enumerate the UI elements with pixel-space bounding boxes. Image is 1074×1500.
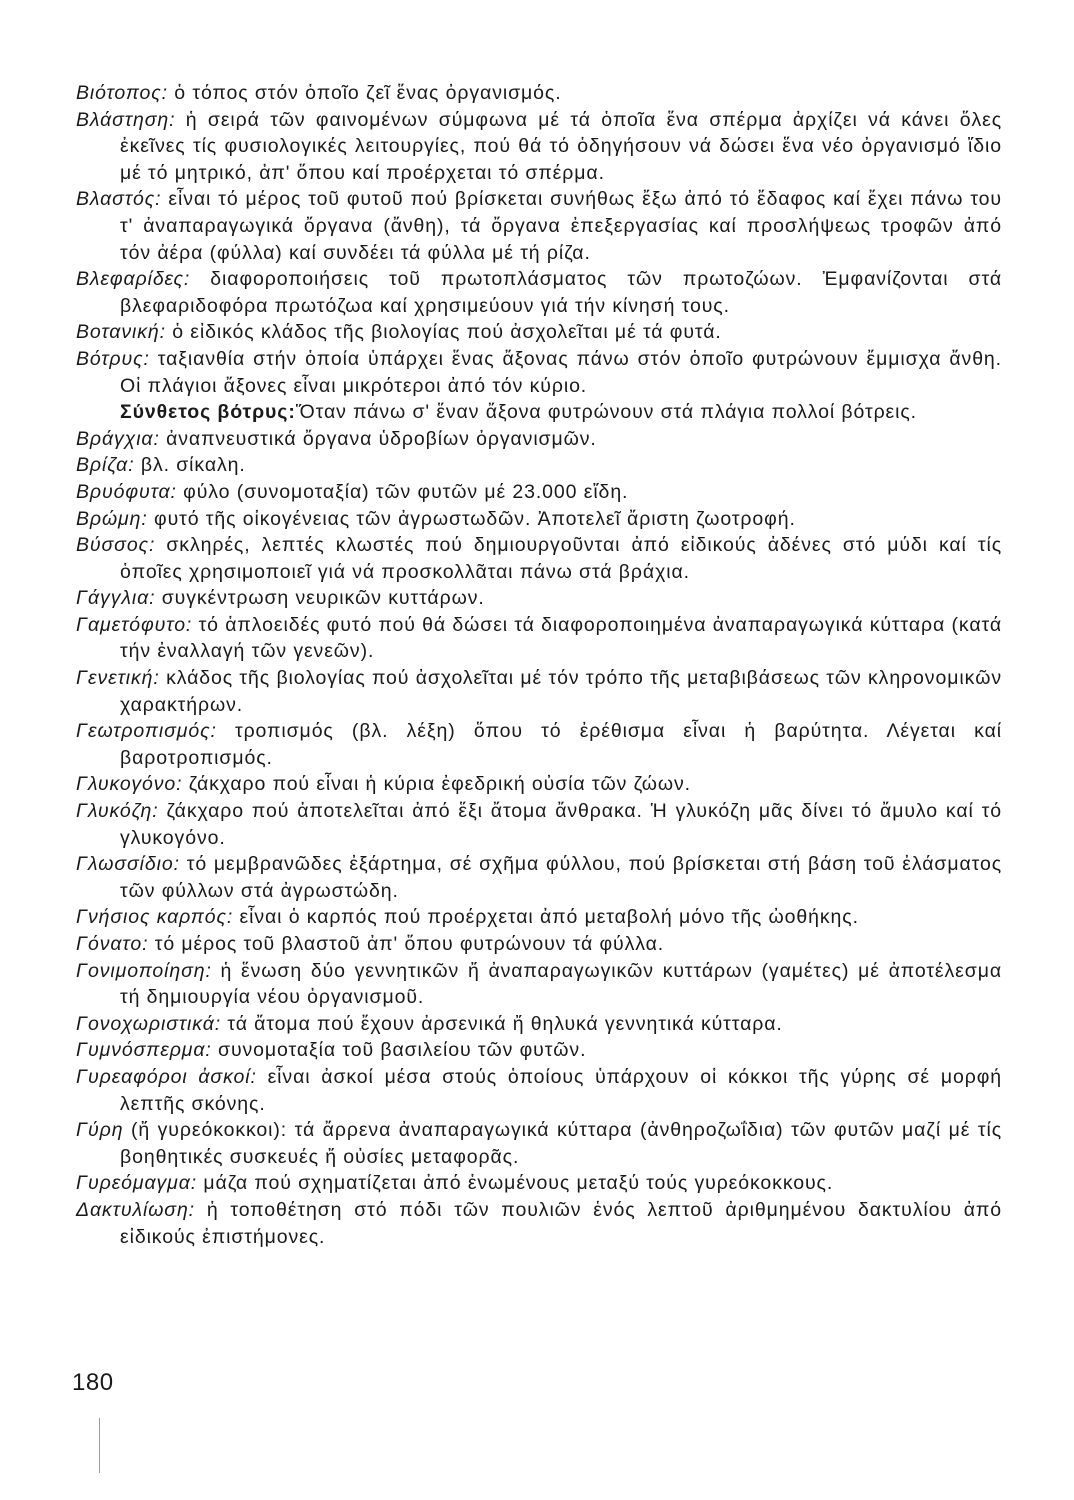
glossary-entry (76, 186, 1002, 266)
glossary-definition: φυτό τῆς οἰκογένειας τῶν ἀγρωστωδῶν. Ἀποτελεῖ ἄριστη ζωοτροφή. (147, 507, 796, 530)
glossary-term: Βρώμη: (76, 507, 148, 530)
glossary-entry (76, 612, 1002, 665)
glossary-definition: ὁ εἰδικός κλάδος τῆς βιολογίας πού ἀσχολεῖται μέ τά φυτά. (165, 321, 722, 344)
glossary-entry (76, 452, 1002, 479)
glossary-term: Βρυόφυτα: (76, 480, 177, 503)
glossary-entry (76, 346, 1002, 399)
glossary-term: Γάγγλια: (76, 587, 156, 610)
glossary-entry (76, 958, 1002, 1011)
glossary-entry (76, 532, 1002, 585)
glossary-definition: συγκέντρωση νευρικῶν κυττάρων. (155, 587, 485, 610)
glossary-term: Γυμνόσπερμα: (76, 1039, 212, 1062)
glossary-term: Βότρυς: (76, 347, 150, 370)
glossary-entry (76, 931, 1002, 958)
glossary-definition: βλ. σίκαλη. (134, 454, 246, 477)
glossary-term: Γεωτροπισμός: (76, 720, 217, 743)
glossary-definition: ταξιανθία στήν ὁποία ὑπάρχει ἕνας ἄξονας πάνω στόν ὁποῖο φυτρώνουν ἔμμισχα ἄνθη. Οἱ πλάγιοι ἄξονες εἶναι μικρότεροι ἀπό τόν κύριο. (120, 347, 1002, 397)
glossary-term: Γλωσσίδιο: (76, 853, 180, 876)
glossary-entry (76, 665, 1002, 718)
glossary-definition: εἶναι τό μέρος τοῦ φυτοῦ πού βρίσκεται συνήθως ἔξω ἀπό τό ἔδαφος καί ἔχει πάνω του τ' ἀναπαραγωγικά ὄργανα (ἄνθη), τά ὄργανα ἐπεξεργασίας καί προσλήψεως τροφῶν ἀπό τόν ἀέρα (φύλλα) καί συνδέει τά φύλλα μέ τή ρίζα. (120, 188, 1002, 264)
glossary-entry (76, 771, 1002, 798)
glossary-definition: εἶναι ἀσκοί μέσα στούς ὁποίους ὑπάρχουν οἱ κόκκοι τῆς γύρης σέ μορφή λεπτῆς σκόνης. (120, 1065, 1002, 1115)
glossary-definition: εἶναι ὁ καρπός πού προέρχεται ἀπό μεταβολή μόνο τῆς ὠοθήκης. (233, 906, 859, 929)
glossary-entry (76, 266, 1002, 319)
glossary-definition: (ἤ γυρεόκοκκοι): τά ἄρρενα ἀναπαραγωγικά κύτταρα (ἀνθηροζωΐδια) τῶν φυτῶν μαζί μέ τίς βοηθητικές συσκευές ἤ οὐσίες μεταφορᾶς. (120, 1119, 1002, 1168)
glossary-entry (76, 718, 1002, 771)
glossary-definition: ἡ σειρά τῶν φαινομένων σύμφωνα μέ τά ὁποῖα ἕνα σπέρμα ἀρχίζει νά κάνει ὅλες ἐκεῖνες τίς φυσιολογικές λειτουργίες, πού θά τό ὁδηγήσουν νά δώσει ἕνα νέο ὀργανισμό ἴδιο μέ τό μητρικό, ἀπ' ὅπου καί προέρχεται τό σπέρμα. (120, 108, 1002, 184)
margin-mark (99, 1418, 100, 1473)
glossary-definition: κλάδος τῆς βιολογίας πού ἀσχολεῖται μέ τόν τρόπο τῆς μεταβιβάσεως τῶν κληρονομικῶν χαρακτήρων. (120, 667, 1002, 716)
glossary-term: Γενετική: (76, 667, 160, 690)
glossary-entry (76, 904, 1002, 931)
glossary-term: Βύσσος: (76, 534, 156, 557)
glossary-subdefinition: Ὅταν πάνω σ' ἕναν ἄξονα φυτρώνουν στά πλάγια πολλοί βότρεις. (295, 401, 918, 424)
glossary-definition: τό ἁπλοειδές φυτό πού θά δώσει τά διαφοροποιημένα ἀναπαραγωγικά κύτταρα (κατά τήν ἐναλλαγή τῶν γενεῶν). (120, 613, 1002, 663)
glossary-term: Βλαστός: (76, 188, 162, 211)
glossary-term: Γονοχωριστικά: (76, 1012, 222, 1035)
glossary-term: Βρίζα: (76, 454, 135, 477)
glossary-entry (76, 585, 1002, 612)
glossary-entry (76, 1197, 1002, 1250)
glossary-definition: τά ἄτομα πού ἔχουν ἀρσενικά ἤ θηλυκά γεννητικά κύτταρα. (221, 1012, 783, 1035)
glossary-term: Γλυκογόνο: (76, 773, 183, 796)
glossary-term: Βιότοπος: (76, 82, 168, 104)
glossary-entry (76, 798, 1002, 851)
glossary-definition: τό μέρος τοῦ βλαστοῦ ἀπ' ὅπου φυτρώνουν τά φύλλα. (148, 933, 665, 955)
glossary-definition: συνομοταξία τοῦ βασιλείου τῶν φυτῶν. (211, 1039, 587, 1062)
glossary-term: Γύρη (76, 1119, 124, 1142)
glossary-term: Γόνατο: (76, 933, 149, 955)
glossary-entry (76, 1117, 1002, 1170)
glossary-term: Βλεφαρίδες: (76, 268, 191, 291)
glossary-definition: ζάκχαρο πού εἶναι ἡ κύρια ἐφεδρική οὐσία τῶν ζώων. (182, 773, 692, 796)
glossary-term: Γνήσιος καρπός: (76, 906, 234, 929)
glossary-entry (76, 80, 1002, 107)
glossary-list (76, 80, 1002, 1250)
glossary-entry (76, 1011, 1002, 1038)
page-number: 180 (72, 1369, 114, 1396)
glossary-subterm: Σύνθετος βότρυς: (120, 401, 296, 424)
glossary-term: Γλυκόζη: (76, 800, 159, 823)
glossary-definition: ὁ τόπος στόν ὁποῖο ζεῖ ἕνας ὀργανισμός. (167, 82, 562, 104)
glossary-term: Βλάστηση: (76, 108, 176, 131)
glossary-entry (76, 506, 1002, 533)
glossary-term: Βράγχια: (76, 427, 160, 450)
glossary-term: Γονιμοποίηση: (76, 959, 212, 982)
glossary-entry (76, 426, 1002, 453)
glossary-definition: διαφοροποιήσεις τοῦ πρωτοπλάσματος τῶν πρωτοζώων. Ἐμφανίζονται στά βλεφαριδοφόρα πρωτόζωα καί χρησιμεύουν γιά τήν κίνησή τους. (120, 268, 1002, 317)
glossary-definition: ἀναπνευστικά ὄργανα ὑδροβίων ὀργανισμῶν. (159, 427, 597, 450)
glossary-entry (76, 1064, 1002, 1117)
glossary-entry (76, 107, 1002, 187)
glossary-definition: ζάκχαρο πού ἀποτελεῖται ἀπό ἕξι ἄτομα ἄνθρακα. Ἡ γλυκόζη μᾶς δίνει τό ἄμυλο καί τό γλυκογόνο. (120, 800, 1002, 849)
glossary-term: Γαμετόφυτο: (76, 613, 193, 636)
glossary-term: Γυρεόμαγμα: (76, 1172, 198, 1195)
glossary-entry (76, 319, 1002, 346)
glossary-term: Δακτυλίωση: (76, 1198, 195, 1221)
glossary-definition: ἡ τοποθέτηση στό πόδι τῶν πουλιῶν ἑνός λεπτοῦ ἀριθμημένου δακτυλίου ἀπό εἰδικούς ἐπιστήμονες. (120, 1198, 1002, 1248)
glossary-subentry (76, 399, 1002, 426)
glossary-definition: τροπισμός (βλ. λέξη) ὅπου τό ἐρέθισμα εἶναι ἡ βαρύτητα. Λέγεται καί βαροτροπισμός. (120, 720, 1002, 769)
glossary-term: Γυρεαφόροι ἀσκοί: (76, 1065, 257, 1088)
glossary-entry (76, 851, 1002, 904)
glossary-entry (76, 1037, 1002, 1064)
glossary-definition: σκληρές, λεπτές κλωστές πού δημιουργοῦνται ἀπό εἰδικούς ἀδένες στό μύδι καί τίς ὁποῖες χρησιμοποιεῖ γιά νά προσκολλᾶται πάνω στά βράχια. (120, 534, 1002, 583)
glossary-definition: τό μεμβρανῶδες ἐξάρτημα, σέ σχῆμα φύλλου, πού βρίσκεται στή βάση τοῦ ἐλάσματος τῶν φύλλων στά ἀγρωστώδη. (120, 853, 1002, 902)
glossary-definition: φύλο (συνομοταξία) τῶν φυτῶν μέ 23.000 εἴδη. (176, 480, 629, 503)
glossary-term: Βοτανική: (76, 321, 166, 344)
glossary-definition: ἡ ἕνωση δύο γεννητικῶν ἤ ἀναπαραγωγικῶν κυττάρων (γαμέτες) μέ ἀποτέλεσμα τή δημιουργία νέου ὀργανισμοῦ. (120, 959, 1002, 1009)
glossary-definition: μάζα πού σχηματίζεται ἀπό ἑνωμένους μεταξύ τούς γυρεόκοκκους. (197, 1172, 834, 1195)
glossary-entry (76, 1170, 1002, 1197)
glossary-entry (76, 479, 1002, 506)
